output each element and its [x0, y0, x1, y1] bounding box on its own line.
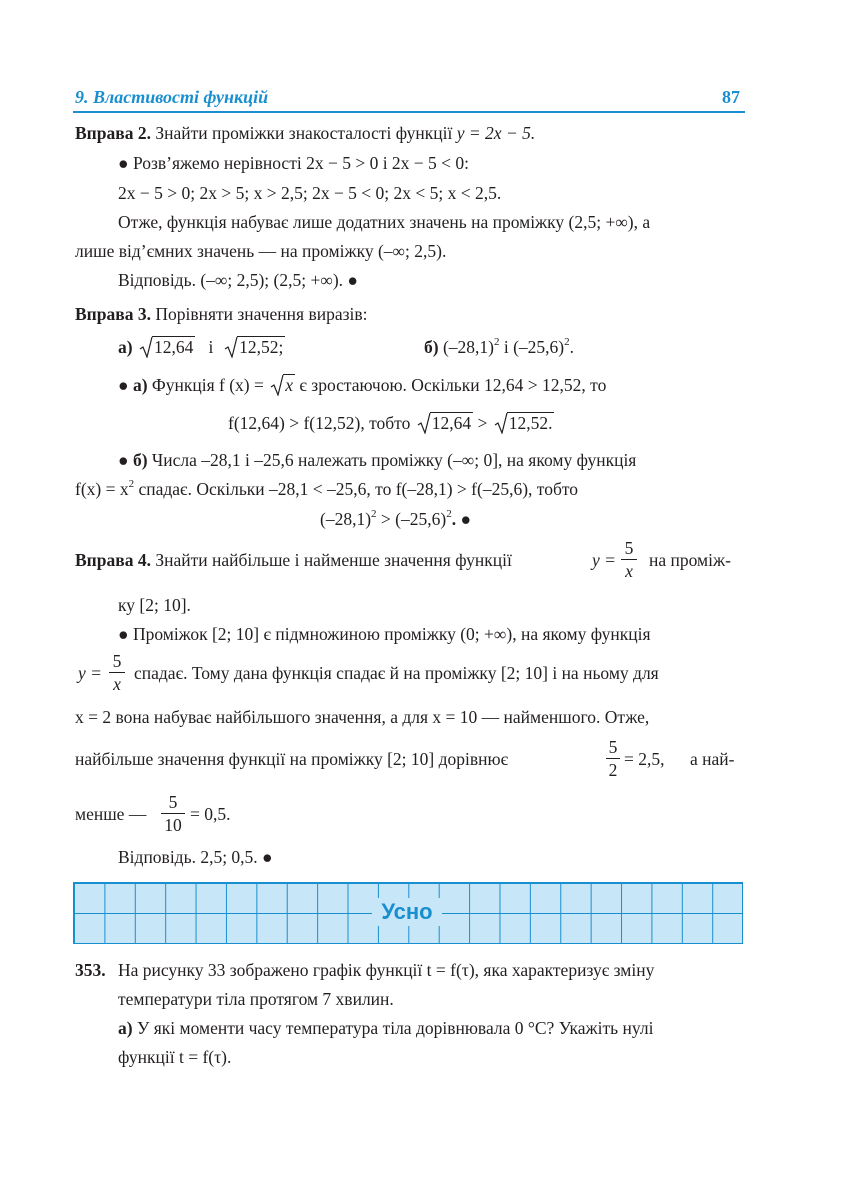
ex4-line6-value: = 0,5.	[190, 804, 231, 824]
ex4-statement-end: на проміж-	[649, 550, 731, 570]
sqrt-x: x	[270, 374, 295, 396]
ex3-text: Порівняти значення виразів:	[150, 304, 368, 324]
ex4-y-eq-2: y =	[78, 663, 102, 683]
ex4-line4: x = 2 вона набуває найбільшого значення, а для x = 10 — найменшого. Отже,	[75, 707, 650, 727]
ex4-line6: менше —	[75, 804, 147, 824]
ex2-text: Знайти проміжки знакосталості функції	[150, 123, 457, 143]
ex4-line5-end: а най-	[690, 749, 735, 769]
ex353-line2: температури тіла протягом 7 хвилин.	[118, 989, 394, 1009]
ex3-solution-a-line2: f(12,64) > f(12,52), тобто 12,64 > 12,52.	[228, 413, 553, 433]
ex4-line3: спадає. Тому дана функція спадає й на проміжку [2; 10] і на ньому для	[134, 663, 659, 683]
ex4-fraction-5-2: 5 2	[606, 736, 620, 781]
ex2-solution-line4: лише від’ємних значень — на проміжку (–∞; 2,5).	[75, 241, 447, 261]
ex3-part-b: б) $(-28,1)^2$ і $(-25,6)^2$.	[424, 336, 575, 357]
ex2-solution-line1: ● Розв’яжемо нерівності 2x − 5 > 0 і 2x − 5 < 0:	[118, 153, 470, 173]
sqrt-12-52: 12,52;	[224, 336, 285, 358]
header-rule	[73, 111, 745, 113]
page-number: 87	[722, 87, 740, 107]
ex3-label: Вправа 3.	[75, 304, 151, 324]
ex4-y-eq: y =	[592, 550, 616, 570]
ex4-line2: ● Проміжок [2; 10] є підмножиною проміжку (0; +∞), на якому функція	[118, 624, 651, 644]
ex2-label: Вправа 2.	[75, 123, 151, 143]
ex4-line5-value: = 2,5,	[624, 749, 665, 769]
ex353-line3: а) У які моменти часу температура тіла дорівнювала 0 °C? Укажіть нулі	[118, 1018, 654, 1038]
ex3-solution-b-line3: $(-28,1)^2 > (-25,6)^2$. ●	[320, 508, 472, 529]
sqrt-12-64-b: 12,64	[417, 412, 473, 434]
usno-label: Усно	[372, 898, 442, 926]
ex2-solution-line3: Отже, функція набуває лише додатних значень на проміжку (2,5; +∞), а	[118, 212, 651, 232]
ex2-answer: Відповідь. (–∞; 2,5); (2,5; +∞). ●	[118, 270, 358, 290]
ex2-solution-line2: 2x − 5 > 0; 2x > 5; x > 2,5; 2x − 5 < 0; 2x < 5; x < 2,5.	[118, 183, 502, 203]
ex3-part-a: а) 12,64 і 12,52;	[118, 337, 284, 357]
sqrt-12-52-b: 12,52.	[494, 412, 555, 434]
ex3-solution-b-line1: ● б) Числа –28,1 і –25,6 належать проміжку (–∞; 0], на якому функція	[118, 450, 637, 470]
ex2-statement	[75, 122, 535, 144]
ex4-answer: Відповідь. 2,5; 0,5. ●	[118, 847, 273, 867]
ex3-b-label: б)	[424, 337, 439, 357]
ex4-fraction-5-x: 5 x	[621, 537, 637, 582]
ex4-fraction-5-10: 5 10	[161, 791, 185, 836]
ex3-a-label: а)	[118, 337, 133, 357]
sqrt-12-64: 12,64	[139, 336, 195, 358]
ex353-line4: функції t = f(τ).	[118, 1047, 232, 1067]
ex3-statement	[75, 303, 368, 325]
ex353-line1: На рисунку 33 зображено графік функції t = f(τ), яка характеризує зміну	[118, 960, 655, 980]
ex3-solution-b-line2: $f(x) = x^2$ спадає. Оскільки –28,1 < –25,6, то f(–28,1) > f(–25,6), тобто	[75, 478, 579, 499]
ex3-solution-a-line1: ● а) Функція f (x) = x є зростаючою. Оскільки 12,64 > 12,52, то	[118, 375, 607, 395]
ex2-function: y = 2x − 5.	[456, 123, 536, 143]
ex4-fraction-5-x-2: 5 x	[109, 650, 125, 695]
ex4-line5: найбільше значення функції на проміжку [2; 10] дорівнює	[75, 749, 509, 769]
ex4-line1: ку [2; 10].	[118, 595, 191, 615]
ex4-statement: Вправа 4. Знайти найбільше і найменше значення функції	[75, 550, 512, 570]
ex353-number: 353.	[75, 960, 106, 980]
running-head-title: 9. Властивості функцій	[75, 87, 269, 107]
